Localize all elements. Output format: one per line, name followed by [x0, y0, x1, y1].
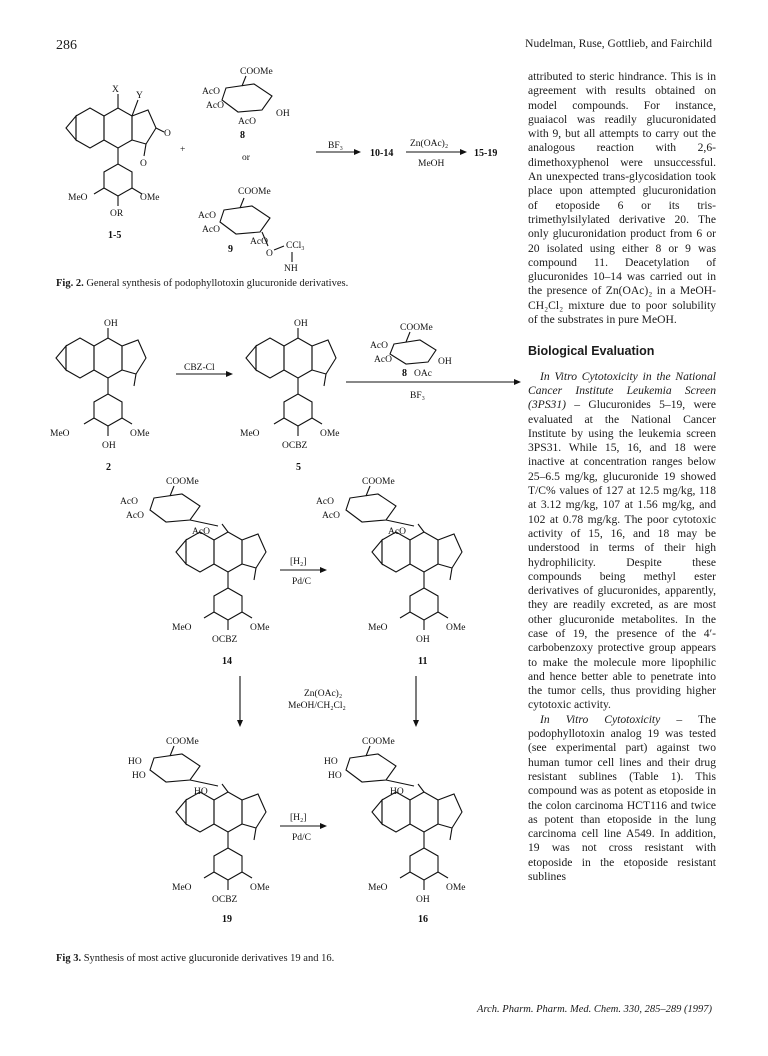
- fig2-sugar9-aco-3: AcO: [250, 237, 268, 247]
- paragraph-in-vitro-lead: In Vitro Cytotoxicity: [540, 712, 661, 726]
- fig2-plus: +: [180, 145, 186, 155]
- fig3-c2-bottom-oh: OH: [102, 441, 116, 451]
- fig3-c2-ome: OMe: [130, 429, 150, 439]
- fig3-s8-num: 8: [402, 368, 407, 379]
- figure-2-caption-text: General synthesis of podophyllotoxin glucuronide derivatives.: [86, 278, 349, 289]
- fig3-c16-ome: OMe: [446, 883, 466, 893]
- fig3-c14-ome: OMe: [250, 623, 270, 633]
- fig2-zn-oac: Zn(OAc)₂: [410, 139, 449, 149]
- fig2-sugar9-aco-1: AcO: [198, 211, 216, 221]
- fig3-c16-ho-3: HO: [390, 787, 404, 797]
- fig3-compound-19: 19: [222, 914, 232, 925]
- figure-2-caption-label: Fig. 2.: [56, 278, 84, 289]
- fig3-c14-aco-2: AcO: [126, 511, 144, 521]
- fig2-compound-9: 9: [228, 244, 233, 255]
- figure-2-caption: [56, 277, 516, 290]
- fig2-sugar8-aco-2: AcO: [206, 101, 224, 111]
- fig3-c16-ho-2: HO: [328, 771, 342, 781]
- fig3-solvent: MeOH/CH₂Cl₂: [288, 701, 346, 711]
- paragraph-leukemia-screen: [528, 370, 716, 713]
- fig3-compound-16: 16: [418, 914, 428, 925]
- fig3-c19-ho-1: HO: [128, 757, 142, 767]
- fig2-product: 15-19: [474, 148, 498, 159]
- fig3-c14-aco-1: AcO: [120, 497, 138, 507]
- fig3-c19-ho-2: HO: [132, 771, 146, 781]
- figure-2-scheme: [52, 60, 522, 272]
- fig2-sugar8-coome: COOMe: [240, 67, 273, 77]
- fig3-c19-meo: MeO: [172, 883, 192, 893]
- fig2-compounds-1-5: 1-5: [108, 230, 122, 241]
- fig2-sugar8-oh: OH: [276, 109, 290, 119]
- fig3-c11-aco-3: AcO: [388, 527, 406, 537]
- fig2-or-word: or: [242, 153, 250, 163]
- fig3-c14-meo: MeO: [172, 623, 192, 633]
- fig3-h2-bottom: [H₂]: [290, 813, 307, 823]
- fig3-c19-ho-3: HO: [194, 787, 208, 797]
- fig2-or-label: OR: [110, 209, 124, 219]
- figure-3-caption-text: Synthesis of most active glucuronide derivatives 19 and 16.: [83, 953, 335, 964]
- fig3-c11-coome: COOMe: [362, 477, 395, 487]
- fig3-c2-oh: OH: [104, 319, 118, 329]
- fig3-c16-ho-1: HO: [324, 757, 338, 767]
- fig2-sugar9-coome: COOMe: [238, 187, 271, 197]
- fig3-c5-ocbz: OCBZ: [282, 441, 308, 451]
- fig3-c5-meo: MeO: [240, 429, 260, 439]
- fig2-bf3: BF₃: [328, 141, 343, 151]
- paragraph-in-vitro-text: – The podophyllotoxin analog 19 was tested (see experimental part) against two human tumor cell lines and their drug resistant sublines (Table 1). This compound was as potent as etoposide in the colon carcinoma HCT116 and twice as potent than etoposide in the lung carcinoma cell line A549. In addition, 19 was not cross resistant with etoposide in the etoposide resistant sublines: [528, 712, 716, 884]
- fig2-meoh: MeOH: [418, 159, 445, 169]
- fig3-s8-aco-2: AcO: [374, 355, 392, 365]
- fig3-c11-oh: OH: [416, 635, 430, 645]
- fig3-c14-ocbz: OCBZ: [212, 635, 238, 645]
- fig3-zn-oac: Zn(OAc)₂: [304, 689, 343, 699]
- fig2-lactone-o: O: [164, 129, 171, 139]
- fig2-nh: NH: [284, 264, 298, 272]
- fig3-s8-coome: COOMe: [400, 323, 433, 333]
- fig3-cbzcl: CBZ-Cl: [184, 363, 215, 373]
- fig3-c16-meo: MeO: [368, 883, 388, 893]
- running-header: Nudelman, Ruse, Gottlieb, and Fairchild: [525, 38, 712, 50]
- figure-3-caption-label: Fig 3.: [56, 953, 82, 964]
- fig3-compound-5: 5: [296, 462, 301, 473]
- fig3-compound-11: 11: [418, 656, 428, 667]
- fig3-s8-oh: OH: [438, 357, 452, 367]
- section-heading-biological-evaluation: Biological Evaluation: [528, 344, 655, 359]
- figure-3-scheme: [50, 318, 528, 928]
- figure-3-caption: [56, 952, 516, 965]
- fig3-c5-oh: OH: [294, 319, 308, 329]
- page-number: 286: [56, 38, 77, 53]
- fig3-c11-ome: OMe: [446, 623, 466, 633]
- fig3-c19-ome: OMe: [250, 883, 270, 893]
- fig2-sugar8-aco-1: AcO: [202, 87, 220, 97]
- fig3-c11-aco-2: AcO: [322, 511, 340, 521]
- fig2-intermediate: 10-14: [370, 148, 394, 159]
- paragraph-leukemia-screen-lead: In Vitro Cytotoxicity in the National Cancer Institute Leukemia Screen (3PS31): [528, 369, 716, 412]
- paragraph-leukemia-screen-text: – Glucuronides 5–19, were evaluated at the National Cancer Institute by using the leukemia screen 3PS31. While 15, 16, and 18 were inactive at concentration ranges below 25–6.5 mg/kg, glucuronide 19 showed T/C% values of 127 at 12.5 mg/kg, 118 at 3.12 mg/kg, 107 at 1.56 mg/kg, and 102 at 0.78 mg/kg. The poor cytotoxic activity of 15, 16, and 18 may be understood in terms of their high hydrophilicity. Despite these compounds being methyl ester derivatives of glucuronides, apparently, they are readily excreted, as are most other glucuronide metabolites. In the case of 19, the presence of the 4′-carbobenzoxy protective group appears to make the molecule more lipophilic and hence better able to penetrate into the tumor cells, thus providing higher cytotoxic activity.: [528, 398, 716, 712]
- fig2-carbonyl-o: O: [140, 159, 147, 169]
- fig3-c14-coome: COOMe: [166, 477, 199, 487]
- paragraph-in-vitro-cytotoxicity: [528, 713, 716, 885]
- fig3-s8-oac: OAc: [414, 369, 432, 379]
- fig3-h2-top: [H₂]: [290, 557, 307, 567]
- fig3-c14-aco-3: AcO: [192, 527, 210, 537]
- fig3-c2-meo: MeO: [50, 429, 70, 439]
- fig3-compound-14: 14: [222, 656, 232, 667]
- paragraph-continuation: attributed to steric hindrance. This is in agreement with results obtained on model compounds. For instance, guaiacol was readily glucuronidated with 9, but all attempts to carry out the analogous reaction with 2,6-dimethoxyphenol were unsuccessful. An unexpected trans-glycosidation took place upon attempted glucuronidation of etoposide 6 or its tris-trimethylsilylated derivative 20. The only glucuronidation product from 6 or 20 isolated using either 8 or 9 was compound 11. Deacetylation of glucuronides 10–14 was carried out in the presence of Zn(OAc)₂ in a MeOH-CH₂Cl₂ mixture due to poor solubility of the substrates in pure MeOH.: [528, 70, 716, 327]
- text-column: [528, 70, 716, 884]
- fig3-c5-ome: OMe: [320, 429, 340, 439]
- fig3-bf3: BF₃: [410, 391, 425, 401]
- fig3-c11-aco-1: AcO: [316, 497, 334, 507]
- fig2-ccl3: CCl₃: [286, 241, 305, 251]
- fig2-ome-label: OMe: [140, 193, 160, 203]
- fig2-x-label: X: [112, 85, 119, 95]
- fig3-c11-meo: MeO: [368, 623, 388, 633]
- fig2-sugar9-aco-2: AcO: [202, 225, 220, 235]
- fig2-meo-label: MeO: [68, 193, 88, 203]
- fig3-c16-oh: OH: [416, 895, 430, 905]
- footer-citation: Arch. Pharm. Pharm. Med. Chem. 330, 285–289 (1997): [477, 1004, 712, 1015]
- fig3-compound-2: 2: [106, 462, 111, 473]
- fig2-sugar9-o: O: [266, 249, 273, 259]
- fig3-c16-coome: COOMe: [362, 737, 395, 747]
- fig2-y-label: Y: [136, 91, 143, 101]
- fig3-pdc-top: Pd/C: [292, 577, 312, 587]
- fig3-s8-aco-1: AcO: [370, 341, 388, 351]
- fig3-c19-ocbz: OCBZ: [212, 895, 238, 905]
- fig3-pdc-bottom: Pd/C: [292, 833, 312, 843]
- fig2-sugar8-aco-3: AcO: [238, 117, 256, 127]
- fig3-c19-coome: COOMe: [166, 737, 199, 747]
- fig2-compound-8: 8: [240, 130, 245, 141]
